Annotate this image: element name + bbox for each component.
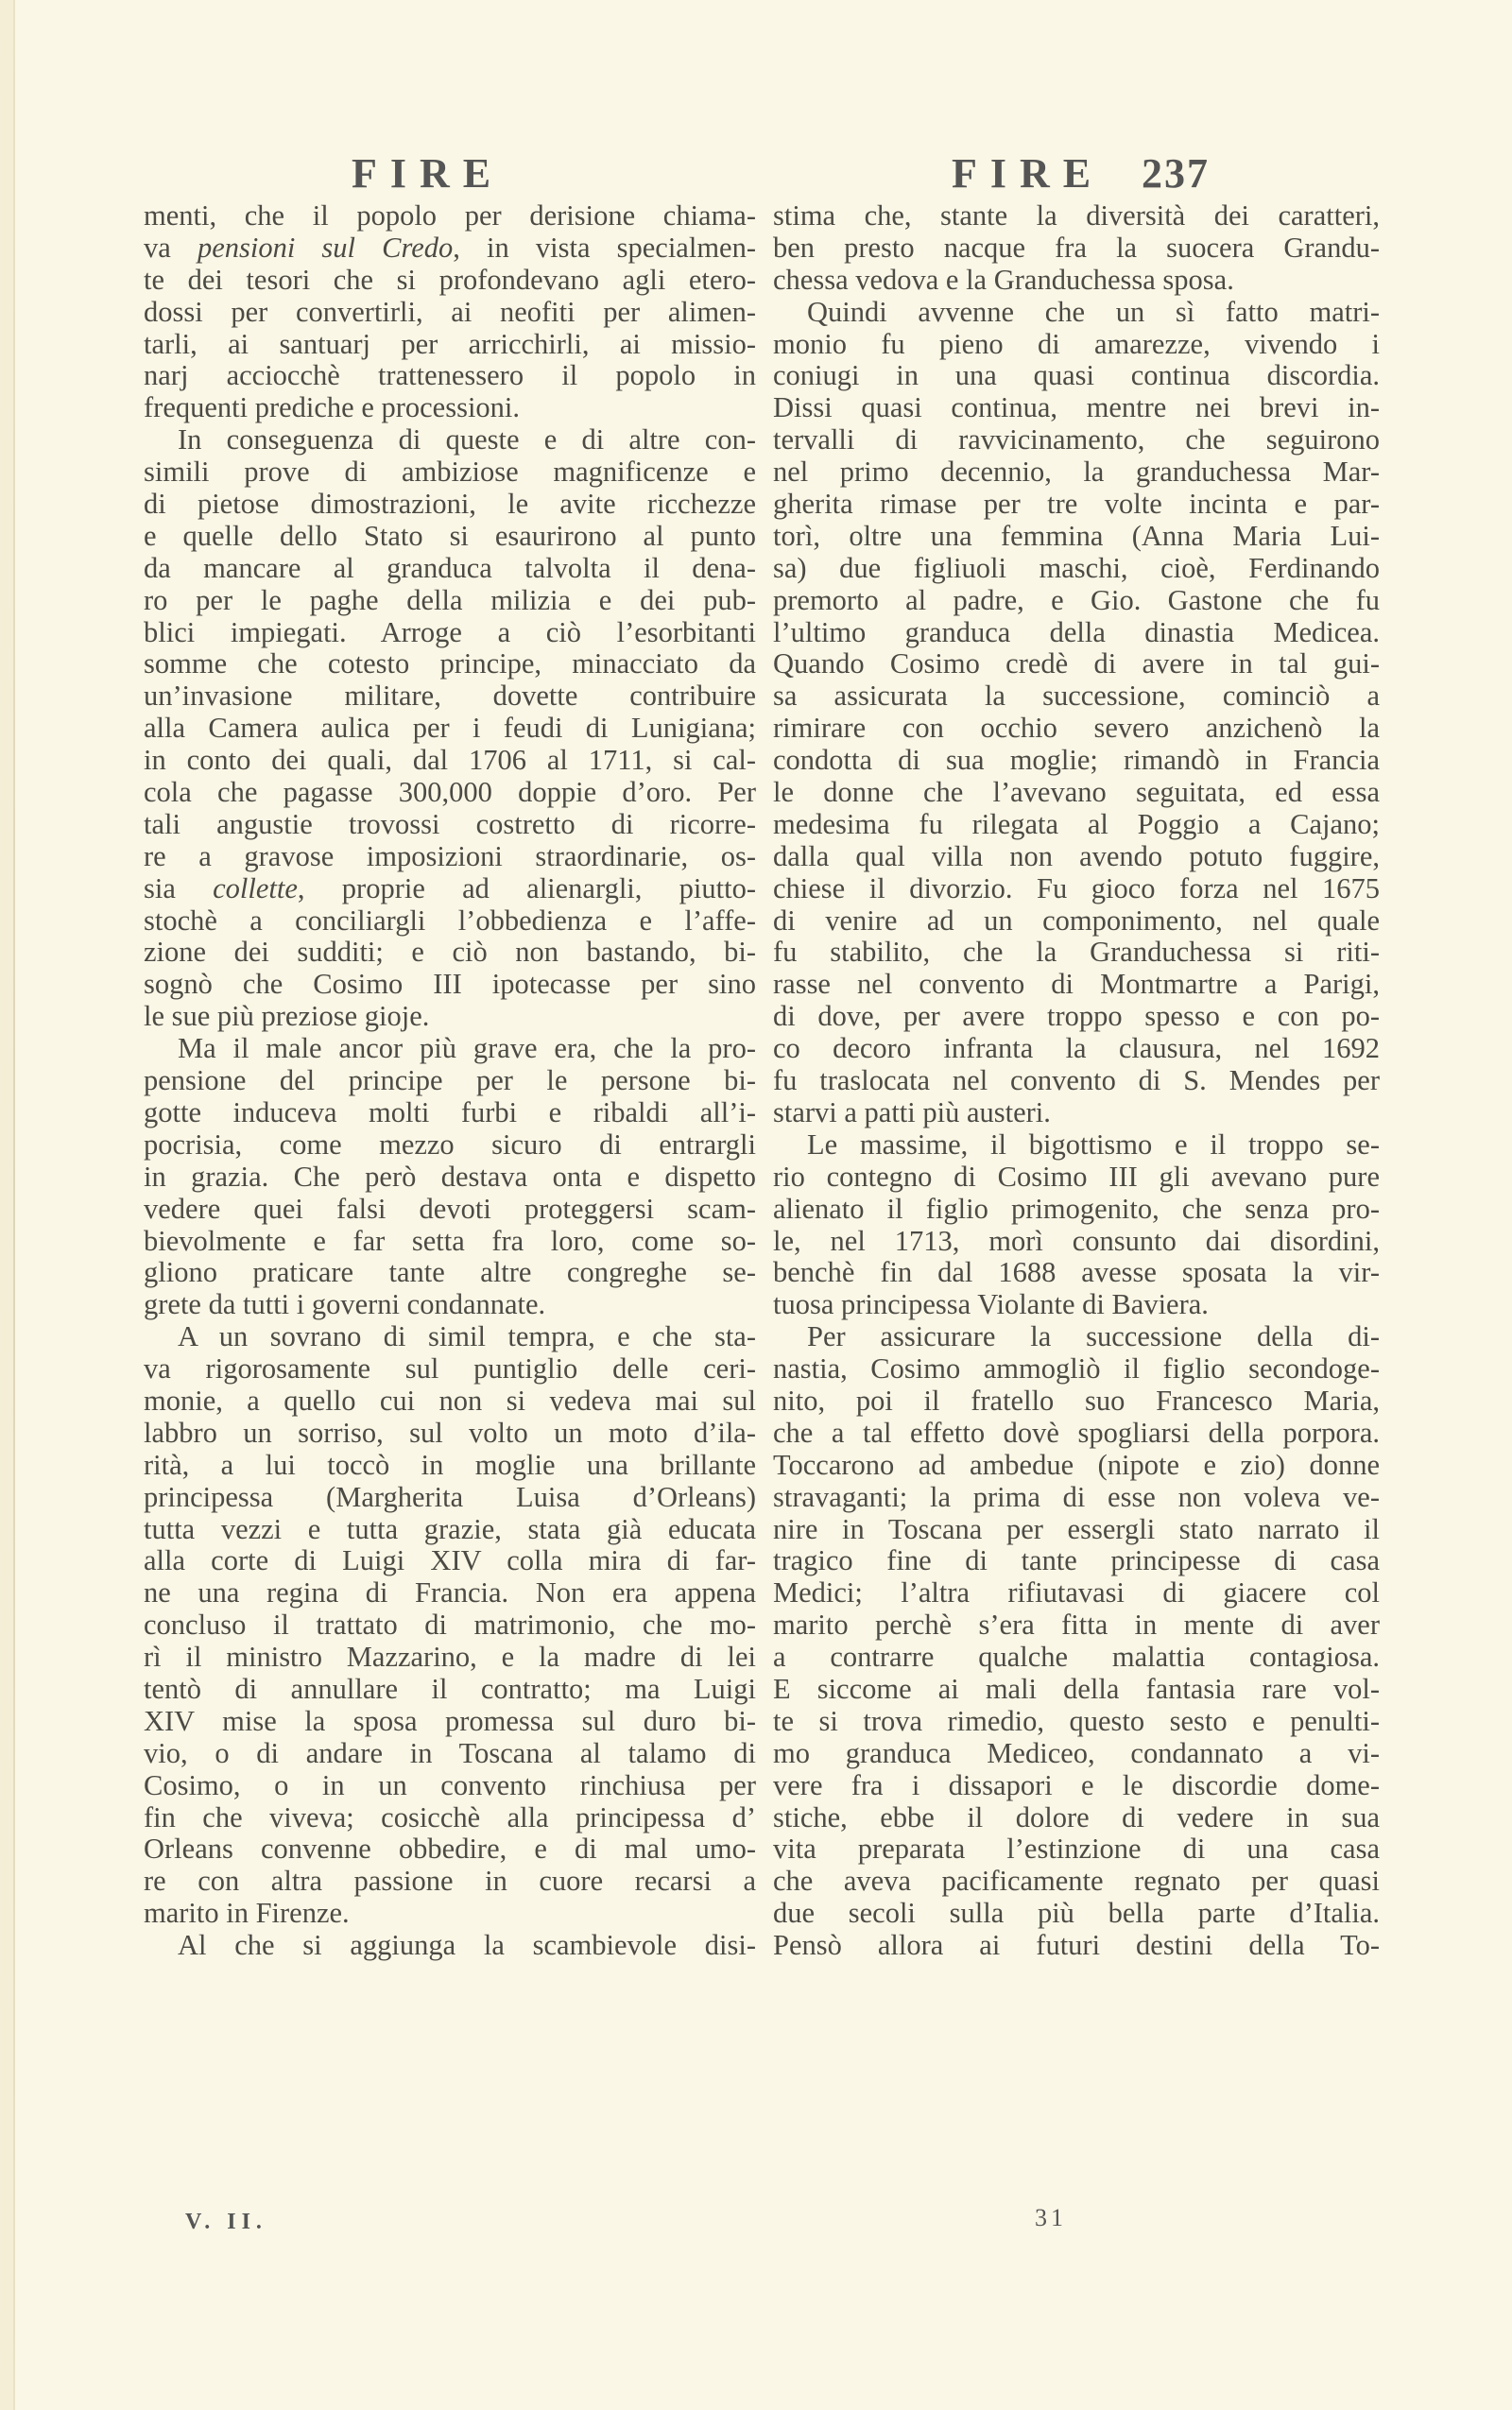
text-line: due secoli sulla più bella parte d’Italia. <box>773 1897 1380 1930</box>
text-line: ne una regina di Francia. Non era appena <box>144 1576 756 1610</box>
text-line: nel primo decennio, la granduchessa Mar- <box>773 456 1380 489</box>
text-line: Quindi avvenne che un sì fatto matri- <box>807 295 1380 328</box>
text-line: te dei tesori che si profondevano agli etero- <box>144 263 756 296</box>
text-line: A un sovrano di simil tempra, e che sta- <box>178 1320 756 1353</box>
text-line: stochè a conciliargli l’obbedienza e l’affe- <box>144 904 756 937</box>
text-line: nastia, Cosimo ammogliò il figlio secondoge- <box>773 1352 1380 1386</box>
text-line: va rigorosamente sul puntiglio delle ceri- <box>144 1352 756 1386</box>
text-line: Toccarono ad ambedue (nipote e zio) donne <box>773 1448 1380 1481</box>
text-line: Orleans convenne obbedire, e di mal umo- <box>144 1833 756 1866</box>
text-line: vere fra i dissapori e le discordie dome- <box>773 1768 1380 1801</box>
text-line: vedere quei falsi devoti proteggersi scam- <box>144 1192 756 1225</box>
text-line: In conseguenza di queste e di altre con- <box>178 423 756 456</box>
text-line: rì il ministro Mazzarino, e la madre di lei <box>144 1641 756 1674</box>
running-head-right: FIRE <box>952 150 1105 197</box>
text-line: premorto al padre, e Gio. Gastone che fu <box>773 583 1380 616</box>
text-line: somme che cotesto principe, minacciato da <box>144 647 756 680</box>
text-line: dossi per convertirli, ai neofiti per alimen- <box>144 295 756 328</box>
text-line: co decoro infranta la clausura, nel 1692 <box>773 1032 1380 1065</box>
volume-signature: V. II. <box>185 2210 267 2234</box>
text-line: le donne che l’avevano seguitata, ed essa <box>773 776 1380 809</box>
text-line: Al che si aggiunga la scambievole disi- <box>178 1929 756 1962</box>
text-line: fu stabilito, che la Granduchessa si riti- <box>773 936 1380 969</box>
text-line: in grazia. Che però destava onta e dispetto <box>144 1160 756 1193</box>
text-line: fin che viveva; cosicchè alla principessa d’ <box>144 1800 756 1833</box>
text-line: rimirare con occhio severo anzichenò la <box>773 712 1380 745</box>
text-line: che a tal effetto dovè spogliarsi della porpora. <box>773 1416 1380 1449</box>
text-line: sa) due figliuoli maschi, cioè, Ferdinando <box>773 551 1380 584</box>
text-line: marito perchè s’era fitta in mente di aver <box>773 1609 1380 1642</box>
text-line: Pensò allora ai futuri destini della To- <box>773 1929 1380 1962</box>
text-line: re con altra passione in cuore recarsi a <box>144 1865 756 1898</box>
text-line: e quelle dello Stato si esaurirono al punto <box>144 519 756 552</box>
text-line: torì, oltre una femmina (Anna Maria Lui- <box>773 519 1380 552</box>
text-line: XIV mise la sposa promessa sul duro bi- <box>144 1704 756 1737</box>
text-line: Cosimo, o in un convento rinchiusa per <box>144 1768 756 1801</box>
text-line: marito in Firenze. <box>144 1897 350 1930</box>
text-line: principessa (Margherita Luisa d’Orleans) <box>144 1480 756 1513</box>
text-line: di venire ad un componimento, nel quale <box>773 904 1380 937</box>
text-line: chessa vedova e la Granduchessa sposa. <box>773 263 1234 296</box>
page-number: 237 <box>1142 150 1210 197</box>
text-line: te si trova rimedio, questo sesto e penulti- <box>773 1704 1380 1737</box>
text-line: tentò di annullare il contratto; ma Luigi <box>144 1672 756 1705</box>
text-line: tervalli di ravvicinamento, che seguirono <box>773 423 1380 456</box>
text-line: simili prove di ambiziose magnificenze e <box>144 456 756 489</box>
text-line: le, nel 1713, morì consunto dai disordini, <box>773 1224 1380 1257</box>
text-line: re a gravose imposizioni straordinarie, os- <box>144 839 756 872</box>
text-line: a contrarre qualche malattia contagiosa. <box>773 1641 1380 1674</box>
text-line: gherita rimase per tre volte incinta e par- <box>773 488 1380 521</box>
italic-term: collette <box>213 871 298 904</box>
text-line: stravaganti; la prima di esse non voleva ve- <box>773 1480 1380 1513</box>
text-line: condotta di sua moglie; rimandò in Francia <box>773 744 1380 777</box>
text-line: vita preparata l’estinzione di una casa <box>773 1833 1380 1866</box>
text-line: un’invasione militare, dovette contribuire <box>144 680 756 713</box>
text-line: rio contegno di Cosimo III gli avevano pure <box>773 1160 1380 1193</box>
text-line: zione dei sudditi; e ciò non bastando, bi- <box>144 936 756 969</box>
text-column-right <box>773 200 1380 1962</box>
text-line: medesima fu rilegata al Poggio a Cajano; <box>773 807 1380 840</box>
text-line: stiche, ebbe il dolore di vedere in sua <box>773 1800 1380 1833</box>
text-line: grete da tutti i governi condannate. <box>144 1288 546 1321</box>
text-line: bievolmente e far setta fra loro, come so- <box>144 1224 756 1257</box>
gathering-number: 31 <box>1035 2204 1067 2231</box>
text-line: Ma il male ancor più grave era, che la pro- <box>178 1032 756 1065</box>
text-line: alla Camera aulica per i feudi di Lunigiana; <box>144 712 756 745</box>
text-line: menti, che il popolo per derisione chiama- <box>144 199 756 232</box>
text-line: cola che pagasse 300,000 doppie d’oro. Per <box>144 776 756 809</box>
text-line: rità, a lui toccò in moglie una brillante <box>144 1448 756 1481</box>
text-line: Per assicurare la successione della di- <box>807 1320 1380 1353</box>
italic-term: pensioni sul Credo <box>197 231 454 264</box>
text-line: tragico fine di tante principesse di casa <box>773 1544 1380 1577</box>
text-line: che aveva pacificamente regnato per quasi <box>773 1865 1380 1898</box>
text-line: fu traslocata nel convento di S. Mendes per <box>773 1064 1380 1097</box>
text-line: alla corte di Luigi XIV colla mira di far- <box>144 1544 756 1577</box>
text-line: Le massime, il bigottismo e il troppo se- <box>807 1128 1380 1161</box>
text-line: labbro un sorriso, sul volto un moto d’ila- <box>144 1416 756 1449</box>
text-line: blici impiegati. Arroge a ciò l’esorbitanti <box>144 615 756 648</box>
text-line: rasse nel convento di Montmartre a Parigi, <box>773 968 1380 1001</box>
text-line: in conto dei quali, dal 1706 al 1711, si cal- <box>144 744 756 777</box>
text-line: starvi a patti più austeri. <box>773 1095 1051 1128</box>
text-line: ben presto nacque fra la suocera Grandu- <box>773 231 1380 264</box>
text-line: benchè fin dal 1688 avesse sposata la vir- <box>773 1256 1380 1289</box>
text-line: di pietose dimostrazioni, le avite ricchezze <box>144 488 756 521</box>
text-line: coniugi in una quasi continua discordia. <box>773 359 1380 392</box>
text-line: frequenti prediche e processioni. <box>144 391 521 424</box>
text-line: tutta vezzi e tutta grazie, stata già educata <box>144 1512 756 1545</box>
text-column-left <box>144 200 756 1962</box>
text-line: narj acciocchè trattenessero il popolo in <box>144 359 756 392</box>
text-line: mo granduca Mediceo, condannato a vi- <box>773 1736 1380 1769</box>
text-line: ro per le paghe della milizia e dei pub- <box>144 583 756 616</box>
text-line: va pensioni sul Credo, in vista specialmen- <box>144 231 756 264</box>
text-line: pensione del principe per le persone bi- <box>144 1064 756 1097</box>
text-line: alienato il figlio primogenito, che senza pro- <box>773 1192 1380 1225</box>
text-line: tuosa principessa Violante di Baviera. <box>773 1288 1209 1321</box>
text-line: concluso il trattato di matrimonio, che mo- <box>144 1609 756 1642</box>
text-line: E siccome ai mali della fantasia rare vol- <box>773 1672 1380 1705</box>
text-line: monio fu pieno di amarezze, vivendo i <box>773 327 1380 360</box>
text-line: Quando Cosimo credè di avere in tal gui- <box>773 647 1380 680</box>
text-line: sa assicurata la successione, cominciò a <box>773 680 1380 713</box>
text-line: gliono praticare tante altre congreghe se- <box>144 1256 756 1289</box>
text-line: monie, a quello cui non si vedeva mai sul <box>144 1384 756 1417</box>
text-line: Dissi quasi continua, mentre nei brevi in- <box>773 391 1380 424</box>
text-line: sognò che Cosimo III ipotecasse per sino <box>144 968 756 1001</box>
text-line: l’ultimo granduca della dinastia Medicea. <box>773 615 1380 648</box>
text-line: da mancare al granduca talvolta il dena- <box>144 551 756 584</box>
text-line: gotte induceva molti furbi e ribaldi all’i- <box>144 1095 756 1128</box>
text-line: dalla qual villa non avendo potuto fuggire, <box>773 839 1380 872</box>
text-line: pocrisia, come mezzo sicuro di entrargli <box>144 1128 756 1161</box>
text-line: tarli, ai santuarj per arricchirli, ai missio- <box>144 327 756 360</box>
text-line: le sue più preziose gioje. <box>144 1000 430 1033</box>
text-line: di dove, per avere troppo spesso e con po- <box>773 1000 1380 1033</box>
text-line: chiese il divorzio. Fu gioco forza nel 1675 <box>773 871 1380 904</box>
text-line: Medici; l’altra rifiutavasi di giacere col <box>773 1576 1380 1610</box>
text-line: nito, poi il fratello suo Francesco Maria, <box>773 1384 1380 1417</box>
text-line: tali angustie trovossi costretto di ricorre- <box>144 807 756 840</box>
text-line: sia collette, proprie ad alienargli, piutto- <box>144 871 756 904</box>
text-line: stima che, stante la diversità dei caratteri, <box>773 199 1380 232</box>
text-line: vio, o di andare in Toscana al talamo di <box>144 1736 756 1769</box>
binding-edge <box>13 0 15 2410</box>
text-line: nire in Toscana per essergli stato narrato il <box>773 1512 1380 1545</box>
running-head-left: FIRE <box>352 150 505 197</box>
